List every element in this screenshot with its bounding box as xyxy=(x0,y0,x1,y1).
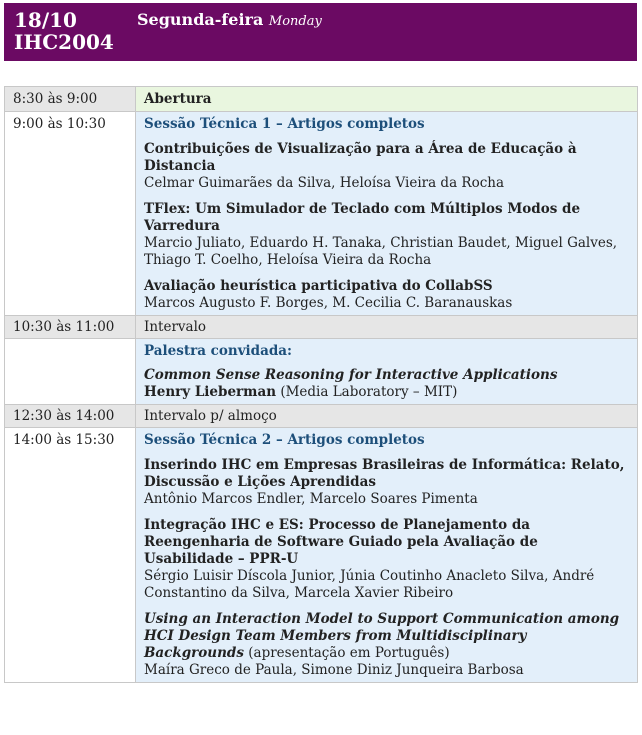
session-cell xyxy=(136,428,638,683)
schedule-row xyxy=(5,339,638,405)
paper-title: Using an Interaction Model to Support Communication among HCI Design Team Members from Multidisciplinary Backgrounds xyxy=(144,611,620,661)
time-cell: 14:00 às 15:30 xyxy=(5,428,136,683)
content-cell: Intervalo p/ almoço xyxy=(136,405,638,428)
header-date-block xyxy=(14,9,114,53)
paper-title-line xyxy=(144,611,629,662)
content-cell: Abertura xyxy=(136,87,638,112)
time-cell xyxy=(5,339,136,405)
session-cell xyxy=(136,112,638,316)
paper-authors: Marcio Juliato, Eduardo H. Tanaka, Christian Baudet, Miguel Galves, Thiago T. Coelho, Heloísa Vieira da Rocha xyxy=(144,235,618,268)
paper-title: Contribuições de Visualização para a Área de Educação à Distancia xyxy=(144,141,577,174)
header-date: 18/10 xyxy=(14,8,77,32)
talk-speaker: Henry Lieberman xyxy=(144,384,277,400)
time-cell: 9:00 às 10:30 xyxy=(5,112,136,316)
paper-authors: Sérgio Luisir Díscola Junior, Júnia Coutinho Anacleto Silva, André Constantino da Silva, Marcela Xavier Ribeiro xyxy=(144,568,595,601)
header-day-pt: Segunda-feira xyxy=(137,10,264,29)
paper-title: Integração IHC e ES: Processo de Planejamento da Reengenharia de Software Guiado pela Avaliação de Usabilidade – PPR-U xyxy=(144,517,538,567)
paper-authors: Marcos Augusto F. Borges, M. Cecilia C. Baranauskas xyxy=(144,295,513,311)
schedule-row xyxy=(5,428,638,683)
schedule-row xyxy=(5,316,638,339)
schedule-table xyxy=(4,86,638,683)
session-title: Sessão Técnica 1 – Artigos completos xyxy=(144,116,425,132)
paper-authors: Antônio Marcos Endler, Marcelo Soares Pimenta xyxy=(144,491,478,507)
schedule-row xyxy=(5,112,638,316)
page-header xyxy=(4,3,637,61)
header-event: IHC2004 xyxy=(14,30,114,54)
talk-title: Common Sense Reasoning for Interactive Applications xyxy=(144,367,558,383)
paper-title: Avaliação heurística participativa do CollabSS xyxy=(144,278,493,294)
time-cell: 12:30 às 14:00 xyxy=(5,405,136,428)
schedule-row xyxy=(5,405,638,428)
talk-affiliation: (Media Laboratory – MIT) xyxy=(280,384,458,400)
paper-note: (apresentação em Português) xyxy=(248,645,450,661)
talk-cell xyxy=(136,339,638,405)
schedule-row xyxy=(5,87,638,112)
time-cell: 10:30 às 11:00 xyxy=(5,316,136,339)
talk-heading: Palestra convidada: xyxy=(144,343,293,359)
time-cell: 8:30 às 9:00 xyxy=(5,87,136,112)
paper-authors: Maíra Greco de Paula, Simone Diniz Junqueira Barbosa xyxy=(144,662,524,678)
header-day-en: Monday xyxy=(268,14,322,29)
paper-title: TFlex: Um Simulador de Teclado com Múltiplos Modos de Varredura xyxy=(144,201,581,234)
paper-authors: Celmar Guimarães da Silva, Heloísa Vieira da Rocha xyxy=(144,175,505,191)
session-title: Sessão Técnica 2 – Artigos completos xyxy=(144,432,425,448)
talk-speaker-line xyxy=(144,384,629,401)
paper-title: Inserindo IHC em Empresas Brasileiras de Informática: Relato, Discussão e Lições Aprendidas xyxy=(144,457,625,490)
content-cell: Intervalo xyxy=(136,316,638,339)
header-day xyxy=(137,10,322,29)
